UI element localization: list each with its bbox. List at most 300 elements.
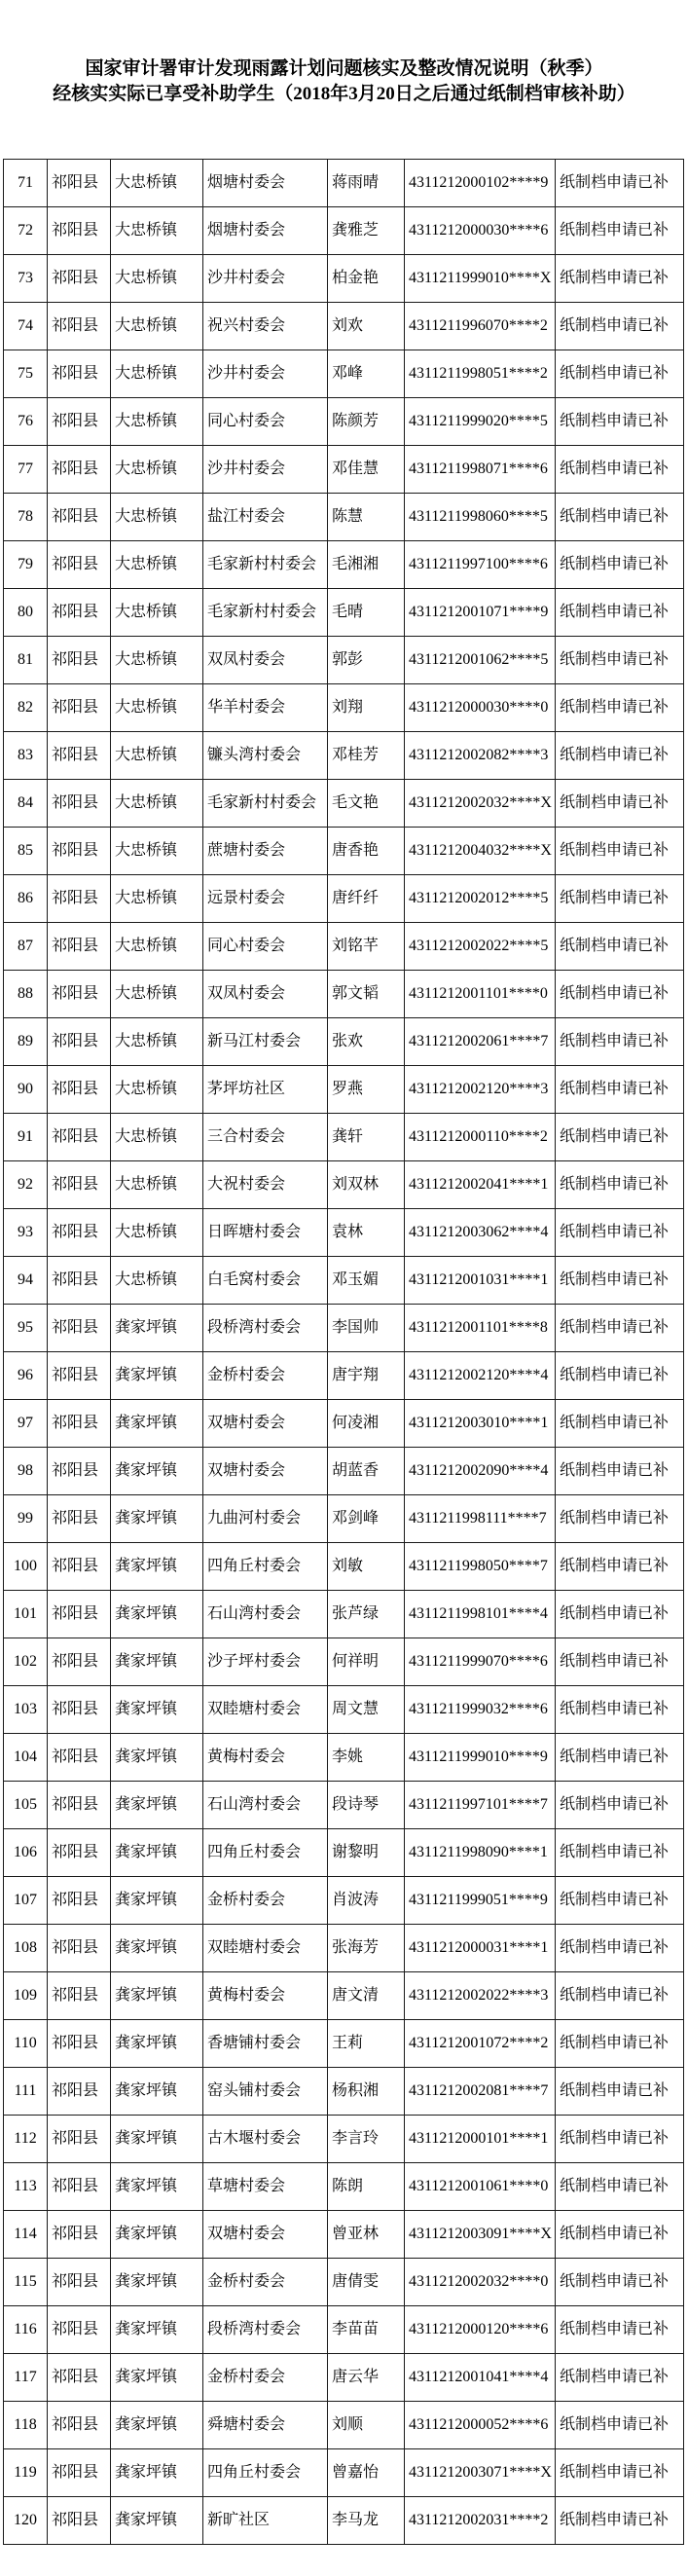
- town-cell: 大忠桥镇: [111, 1018, 203, 1066]
- document-title: [0, 0, 688, 107]
- status-cell: 纸制档申请已补: [556, 828, 684, 875]
- id-number-cell: 4311212000030****6: [405, 207, 556, 255]
- table-row: [4, 541, 684, 589]
- county-cell: 祁阳县: [48, 2306, 111, 2354]
- id-number-cell: 4311212002061****7: [405, 1018, 556, 1066]
- town-cell: 大忠桥镇: [111, 637, 203, 684]
- table-row: [4, 494, 684, 541]
- table-row: [4, 1209, 684, 1257]
- row-index-cell: 98: [4, 1448, 48, 1495]
- subsidy-student-table: [3, 159, 684, 2545]
- village-cell: 窑头铺村委会: [203, 2068, 328, 2116]
- status-cell: 纸制档申请已补: [556, 1161, 684, 1209]
- table-row: [4, 1829, 684, 1877]
- table-row: [4, 1877, 684, 1925]
- county-cell: 祁阳县: [48, 1209, 111, 1257]
- table-row: [4, 2068, 684, 2116]
- county-cell: 祁阳县: [48, 732, 111, 780]
- id-number-cell: 4311212002022****3: [405, 1972, 556, 2020]
- id-number-cell: 4311212001061****0: [405, 2163, 556, 2211]
- table-row: [4, 1782, 684, 1829]
- row-index-cell: 105: [4, 1782, 48, 1829]
- county-cell: 祁阳县: [48, 1114, 111, 1161]
- id-number-cell: 4311212002081****7: [405, 2068, 556, 2116]
- status-cell: 纸制档申请已补: [556, 1543, 684, 1591]
- town-cell: 大忠桥镇: [111, 494, 203, 541]
- student-name-cell: 龚轩: [328, 1114, 405, 1161]
- status-cell: 纸制档申请已补: [556, 1591, 684, 1638]
- student-name-cell: 袁林: [328, 1209, 405, 1257]
- id-number-cell: 4311212003010****1: [405, 1400, 556, 1448]
- student-name-cell: 张海芳: [328, 1925, 405, 1972]
- id-number-cell: 4311212003071****X: [405, 2449, 556, 2497]
- student-name-cell: 何凌湘: [328, 1400, 405, 1448]
- county-cell: 祁阳县: [48, 1638, 111, 1686]
- county-cell: 祁阳县: [48, 1782, 111, 1829]
- town-cell: 龚家坪镇: [111, 2306, 203, 2354]
- table-row: [4, 1305, 684, 1352]
- status-cell: 纸制档申请已补: [556, 1686, 684, 1734]
- row-index-cell: 80: [4, 589, 48, 637]
- id-number-cell: 4311212001072****2: [405, 2020, 556, 2068]
- status-cell: 纸制档申请已补: [556, 1495, 684, 1543]
- village-cell: 双凤村委会: [203, 637, 328, 684]
- row-index-cell: 104: [4, 1734, 48, 1782]
- row-index-cell: 72: [4, 207, 48, 255]
- row-index-cell: 81: [4, 637, 48, 684]
- status-cell: 纸制档申请已补: [556, 2449, 684, 2497]
- status-cell: 纸制档申请已补: [556, 684, 684, 732]
- village-cell: 毛家新村村委会: [203, 780, 328, 828]
- status-cell: 纸制档申请已补: [556, 1829, 684, 1877]
- id-number-cell: 4311212002120****3: [405, 1066, 556, 1114]
- row-index-cell: 85: [4, 828, 48, 875]
- student-name-cell: 刘双林: [328, 1161, 405, 1209]
- county-cell: 祁阳县: [48, 160, 111, 207]
- county-cell: 祁阳县: [48, 2497, 111, 2545]
- county-cell: 祁阳县: [48, 875, 111, 923]
- row-index-cell: 100: [4, 1543, 48, 1591]
- status-cell: 纸制档申请已补: [556, 637, 684, 684]
- county-cell: 祁阳县: [48, 2068, 111, 2116]
- row-index-cell: 102: [4, 1638, 48, 1686]
- table-row: [4, 2211, 684, 2259]
- row-index-cell: 77: [4, 446, 48, 494]
- table-row: [4, 2163, 684, 2211]
- title-line-2: 经核实实际已享受补助学生（2018年3月20日之后通过纸制档审核补助）: [53, 84, 635, 104]
- town-cell: 大忠桥镇: [111, 541, 203, 589]
- row-index-cell: 116: [4, 2306, 48, 2354]
- county-cell: 祁阳县: [48, 1686, 111, 1734]
- id-number-cell: 4311211999032****6: [405, 1686, 556, 1734]
- id-number-cell: 4311212002022****5: [405, 923, 556, 971]
- village-cell: 毛家新村村委会: [203, 541, 328, 589]
- town-cell: 龚家坪镇: [111, 1352, 203, 1400]
- town-cell: 龚家坪镇: [111, 2259, 203, 2306]
- village-cell: 段桥湾村委会: [203, 2306, 328, 2354]
- student-name-cell: 龚雅芝: [328, 207, 405, 255]
- town-cell: 龚家坪镇: [111, 1972, 203, 2020]
- id-number-cell: 4311212002120****4: [405, 1352, 556, 1400]
- id-number-cell: 4311212002031****2: [405, 2497, 556, 2545]
- student-name-cell: 李马龙: [328, 2497, 405, 2545]
- town-cell: 大忠桥镇: [111, 1257, 203, 1305]
- village-cell: 华羊村委会: [203, 684, 328, 732]
- status-cell: 纸制档申请已补: [556, 1638, 684, 1686]
- student-name-cell: 邓佳慧: [328, 446, 405, 494]
- status-cell: 纸制档申请已补: [556, 1305, 684, 1352]
- row-index-cell: 92: [4, 1161, 48, 1209]
- table-row: [4, 2259, 684, 2306]
- county-cell: 祁阳县: [48, 684, 111, 732]
- title-line-1: 国家审计署审计发现雨露计划问题核实及整改情况说明（秋季）: [85, 58, 603, 79]
- row-index-cell: 84: [4, 780, 48, 828]
- town-cell: 大忠桥镇: [111, 828, 203, 875]
- status-cell: 纸制档申请已补: [556, 1734, 684, 1782]
- id-number-cell: 4311211998071****6: [405, 446, 556, 494]
- village-cell: 四角丘村委会: [203, 1829, 328, 1877]
- town-cell: 龚家坪镇: [111, 1829, 203, 1877]
- id-number-cell: 4311211999010****9: [405, 1734, 556, 1782]
- village-cell: 香塘铺村委会: [203, 2020, 328, 2068]
- student-name-cell: 李苗苗: [328, 2306, 405, 2354]
- student-name-cell: 刘铭芊: [328, 923, 405, 971]
- status-cell: 纸制档申请已补: [556, 780, 684, 828]
- table-row: [4, 303, 684, 350]
- id-number-cell: 4311212001041****4: [405, 2354, 556, 2402]
- id-number-cell: 4311212002090****4: [405, 1448, 556, 1495]
- county-cell: 祁阳县: [48, 1305, 111, 1352]
- status-cell: 纸制档申请已补: [556, 541, 684, 589]
- village-cell: 沙井村委会: [203, 255, 328, 303]
- county-cell: 祁阳县: [48, 1734, 111, 1782]
- village-cell: 沙井村委会: [203, 350, 328, 398]
- id-number-cell: 4311212000120****6: [405, 2306, 556, 2354]
- status-cell: 纸制档申请已补: [556, 207, 684, 255]
- table-row: [4, 446, 684, 494]
- county-cell: 祁阳县: [48, 207, 111, 255]
- student-name-cell: 李国帅: [328, 1305, 405, 1352]
- student-name-cell: 毛晴: [328, 589, 405, 637]
- id-number-cell: 4311211999010****X: [405, 255, 556, 303]
- table-row: [4, 1925, 684, 1972]
- id-number-cell: 4311211997101****7: [405, 1782, 556, 1829]
- town-cell: 大忠桥镇: [111, 446, 203, 494]
- town-cell: 龚家坪镇: [111, 1305, 203, 1352]
- row-index-cell: 90: [4, 1066, 48, 1114]
- table-row: [4, 2402, 684, 2449]
- town-cell: 龚家坪镇: [111, 2163, 203, 2211]
- status-cell: 纸制档申请已补: [556, 875, 684, 923]
- id-number-cell: 4311212000102****9: [405, 160, 556, 207]
- table-row: [4, 207, 684, 255]
- id-number-cell: 4311212002032****X: [405, 780, 556, 828]
- row-index-cell: 93: [4, 1209, 48, 1257]
- student-name-cell: 唐文清: [328, 1972, 405, 2020]
- status-cell: 纸制档申请已补: [556, 446, 684, 494]
- village-cell: 双塘村委会: [203, 2211, 328, 2259]
- table-row: [4, 1638, 684, 1686]
- town-cell: 大忠桥镇: [111, 732, 203, 780]
- id-number-cell: 4311212001031****1: [405, 1257, 556, 1305]
- county-cell: 祁阳县: [48, 446, 111, 494]
- village-cell: 石山湾村委会: [203, 1782, 328, 1829]
- village-cell: 四角丘村委会: [203, 1543, 328, 1591]
- student-name-cell: 谢黎明: [328, 1829, 405, 1877]
- id-number-cell: 4311212001062****5: [405, 637, 556, 684]
- table-row: [4, 1972, 684, 2020]
- town-cell: 大忠桥镇: [111, 875, 203, 923]
- row-index-cell: 75: [4, 350, 48, 398]
- student-name-cell: 唐纤纤: [328, 875, 405, 923]
- status-cell: 纸制档申请已补: [556, 732, 684, 780]
- student-name-cell: 郭彭: [328, 637, 405, 684]
- student-name-cell: 刘欢: [328, 303, 405, 350]
- county-cell: 祁阳县: [48, 1877, 111, 1925]
- status-cell: 纸制档申请已补: [556, 2163, 684, 2211]
- student-name-cell: 邓玉媚: [328, 1257, 405, 1305]
- id-number-cell: 4311212001101****8: [405, 1305, 556, 1352]
- county-cell: 祁阳县: [48, 1448, 111, 1495]
- village-cell: 蔗塘村委会: [203, 828, 328, 875]
- student-name-cell: 邓峰: [328, 350, 405, 398]
- student-name-cell: 周文慧: [328, 1686, 405, 1734]
- student-name-cell: 唐香艳: [328, 828, 405, 875]
- table-row: [4, 2497, 684, 2545]
- student-name-cell: 邓剑峰: [328, 1495, 405, 1543]
- student-name-cell: 杨积湘: [328, 2068, 405, 2116]
- village-cell: 段桥湾村委会: [203, 1305, 328, 1352]
- student-name-cell: 唐倩雯: [328, 2259, 405, 2306]
- town-cell: 大忠桥镇: [111, 589, 203, 637]
- table-row: [4, 684, 684, 732]
- student-name-cell: 陈朗: [328, 2163, 405, 2211]
- county-cell: 祁阳县: [48, 2402, 111, 2449]
- id-number-cell: 4311212001071****9: [405, 589, 556, 637]
- village-cell: 同心村委会: [203, 923, 328, 971]
- student-name-cell: 唐云华: [328, 2354, 405, 2402]
- student-name-cell: 李姚: [328, 1734, 405, 1782]
- county-cell: 祁阳县: [48, 2449, 111, 2497]
- table-row: [4, 1114, 684, 1161]
- row-index-cell: 86: [4, 875, 48, 923]
- status-cell: 纸制档申请已补: [556, 2068, 684, 2116]
- village-cell: 烟塘村委会: [203, 207, 328, 255]
- student-name-cell: 张欢: [328, 1018, 405, 1066]
- county-cell: 祁阳县: [48, 971, 111, 1018]
- village-cell: 草塘村委会: [203, 2163, 328, 2211]
- table-row: [4, 732, 684, 780]
- student-name-cell: 李言玲: [328, 2116, 405, 2163]
- status-cell: 纸制档申请已补: [556, 1782, 684, 1829]
- student-name-cell: 蒋雨晴: [328, 160, 405, 207]
- id-number-cell: 4311211999070****6: [405, 1638, 556, 1686]
- town-cell: 大忠桥镇: [111, 255, 203, 303]
- status-cell: 纸制档申请已补: [556, 350, 684, 398]
- table-row: [4, 1161, 684, 1209]
- village-cell: 沙井村委会: [203, 446, 328, 494]
- status-cell: 纸制档申请已补: [556, 1018, 684, 1066]
- id-number-cell: 4311212000052****6: [405, 2402, 556, 2449]
- town-cell: 龚家坪镇: [111, 2402, 203, 2449]
- row-index-cell: 120: [4, 2497, 48, 2545]
- table-row: [4, 255, 684, 303]
- status-cell: 纸制档申请已补: [556, 1066, 684, 1114]
- status-cell: 纸制档申请已补: [556, 1352, 684, 1400]
- county-cell: 祁阳县: [48, 2020, 111, 2068]
- county-cell: 祁阳县: [48, 350, 111, 398]
- table-row: [4, 2020, 684, 2068]
- status-cell: 纸制档申请已补: [556, 589, 684, 637]
- row-index-cell: 91: [4, 1114, 48, 1161]
- town-cell: 大忠桥镇: [111, 684, 203, 732]
- village-cell: 新旷社区: [203, 2497, 328, 2545]
- town-cell: 龚家坪镇: [111, 2211, 203, 2259]
- village-cell: 白毛窝村委会: [203, 1257, 328, 1305]
- county-cell: 祁阳县: [48, 1018, 111, 1066]
- row-index-cell: 103: [4, 1686, 48, 1734]
- student-name-cell: 曾亚林: [328, 2211, 405, 2259]
- row-index-cell: 76: [4, 398, 48, 446]
- village-cell: 镰头湾村委会: [203, 732, 328, 780]
- status-cell: 纸制档申请已补: [556, 494, 684, 541]
- id-number-cell: 4311211998060****5: [405, 494, 556, 541]
- county-cell: 祁阳县: [48, 1400, 111, 1448]
- county-cell: 祁阳县: [48, 1352, 111, 1400]
- id-number-cell: 4311211998101****4: [405, 1591, 556, 1638]
- village-cell: 金桥村委会: [203, 1877, 328, 1925]
- student-name-cell: 肖波涛: [328, 1877, 405, 1925]
- table-row: [4, 1495, 684, 1543]
- table-row: [4, 780, 684, 828]
- id-number-cell: 4311211998111****7: [405, 1495, 556, 1543]
- county-cell: 祁阳县: [48, 2211, 111, 2259]
- student-name-cell: 陈颜芳: [328, 398, 405, 446]
- county-cell: 祁阳县: [48, 589, 111, 637]
- student-name-cell: 郭文韬: [328, 971, 405, 1018]
- table-row: [4, 589, 684, 637]
- row-index-cell: 74: [4, 303, 48, 350]
- id-number-cell: 4311212000101****1: [405, 2116, 556, 2163]
- town-cell: 龚家坪镇: [111, 2449, 203, 2497]
- table-row: [4, 1257, 684, 1305]
- table-row: [4, 971, 684, 1018]
- status-cell: 纸制档申请已补: [556, 2211, 684, 2259]
- row-index-cell: 101: [4, 1591, 48, 1638]
- village-cell: 烟塘村委会: [203, 160, 328, 207]
- student-name-cell: 何祥明: [328, 1638, 405, 1686]
- table-row: [4, 1066, 684, 1114]
- row-index-cell: 108: [4, 1925, 48, 1972]
- row-index-cell: 79: [4, 541, 48, 589]
- village-cell: 金桥村委会: [203, 2259, 328, 2306]
- county-cell: 祁阳县: [48, 1591, 111, 1638]
- county-cell: 祁阳县: [48, 637, 111, 684]
- student-name-cell: 陈慧: [328, 494, 405, 541]
- village-cell: 日晖塘村委会: [203, 1209, 328, 1257]
- row-index-cell: 87: [4, 923, 48, 971]
- row-index-cell: 73: [4, 255, 48, 303]
- student-name-cell: 毛湘湘: [328, 541, 405, 589]
- status-cell: 纸制档申请已补: [556, 1209, 684, 1257]
- row-index-cell: 111: [4, 2068, 48, 2116]
- id-number-cell: 4311211998050****7: [405, 1543, 556, 1591]
- id-number-cell: 4311211997100****6: [405, 541, 556, 589]
- status-cell: 纸制档申请已补: [556, 303, 684, 350]
- row-index-cell: 106: [4, 1829, 48, 1877]
- student-name-cell: 张芦绿: [328, 1591, 405, 1638]
- status-cell: 纸制档申请已补: [556, 2259, 684, 2306]
- town-cell: 大忠桥镇: [111, 398, 203, 446]
- student-name-cell: 胡蓝香: [328, 1448, 405, 1495]
- row-index-cell: 97: [4, 1400, 48, 1448]
- row-index-cell: 99: [4, 1495, 48, 1543]
- row-index-cell: 113: [4, 2163, 48, 2211]
- village-cell: 古木堰村委会: [203, 2116, 328, 2163]
- county-cell: 祁阳县: [48, 1066, 111, 1114]
- town-cell: 大忠桥镇: [111, 971, 203, 1018]
- county-cell: 祁阳县: [48, 2163, 111, 2211]
- id-number-cell: 4311212000110****2: [405, 1114, 556, 1161]
- town-cell: 龚家坪镇: [111, 1543, 203, 1591]
- table-row: [4, 2306, 684, 2354]
- town-cell: 大忠桥镇: [111, 780, 203, 828]
- county-cell: 祁阳县: [48, 1495, 111, 1543]
- id-number-cell: 4311212003091****X: [405, 2211, 556, 2259]
- town-cell: 龚家坪镇: [111, 1448, 203, 1495]
- status-cell: 纸制档申请已补: [556, 1448, 684, 1495]
- row-index-cell: 107: [4, 1877, 48, 1925]
- row-index-cell: 110: [4, 2020, 48, 2068]
- table-row: [4, 1448, 684, 1495]
- status-cell: 纸制档申请已补: [556, 1877, 684, 1925]
- village-cell: 新马江村委会: [203, 1018, 328, 1066]
- status-cell: 纸制档申请已补: [556, 923, 684, 971]
- row-index-cell: 112: [4, 2116, 48, 2163]
- id-number-cell: 4311211998090****1: [405, 1829, 556, 1877]
- status-cell: 纸制档申请已补: [556, 1972, 684, 2020]
- table-row: [4, 1591, 684, 1638]
- town-cell: 龚家坪镇: [111, 1400, 203, 1448]
- village-cell: 双塘村委会: [203, 1448, 328, 1495]
- village-cell: 金桥村委会: [203, 2354, 328, 2402]
- table-row: [4, 1400, 684, 1448]
- county-cell: 祁阳县: [48, 780, 111, 828]
- table-row: [4, 1352, 684, 1400]
- county-cell: 祁阳县: [48, 1829, 111, 1877]
- table-row: [4, 160, 684, 207]
- id-number-cell: 4311211999020****5: [405, 398, 556, 446]
- town-cell: 大忠桥镇: [111, 207, 203, 255]
- table-row: [4, 398, 684, 446]
- table-row: [4, 923, 684, 971]
- village-cell: 舜塘村委会: [203, 2402, 328, 2449]
- county-cell: 祁阳县: [48, 494, 111, 541]
- student-name-cell: 毛文艳: [328, 780, 405, 828]
- row-index-cell: 88: [4, 971, 48, 1018]
- table-row: [4, 2116, 684, 2163]
- town-cell: 大忠桥镇: [111, 160, 203, 207]
- village-cell: 金桥村委会: [203, 1352, 328, 1400]
- table-row: [4, 1686, 684, 1734]
- id-number-cell: 4311211998051****2: [405, 350, 556, 398]
- county-cell: 祁阳县: [48, 923, 111, 971]
- town-cell: 大忠桥镇: [111, 1209, 203, 1257]
- row-index-cell: 114: [4, 2211, 48, 2259]
- county-cell: 祁阳县: [48, 1925, 111, 1972]
- table-row: [4, 828, 684, 875]
- county-cell: 祁阳县: [48, 2259, 111, 2306]
